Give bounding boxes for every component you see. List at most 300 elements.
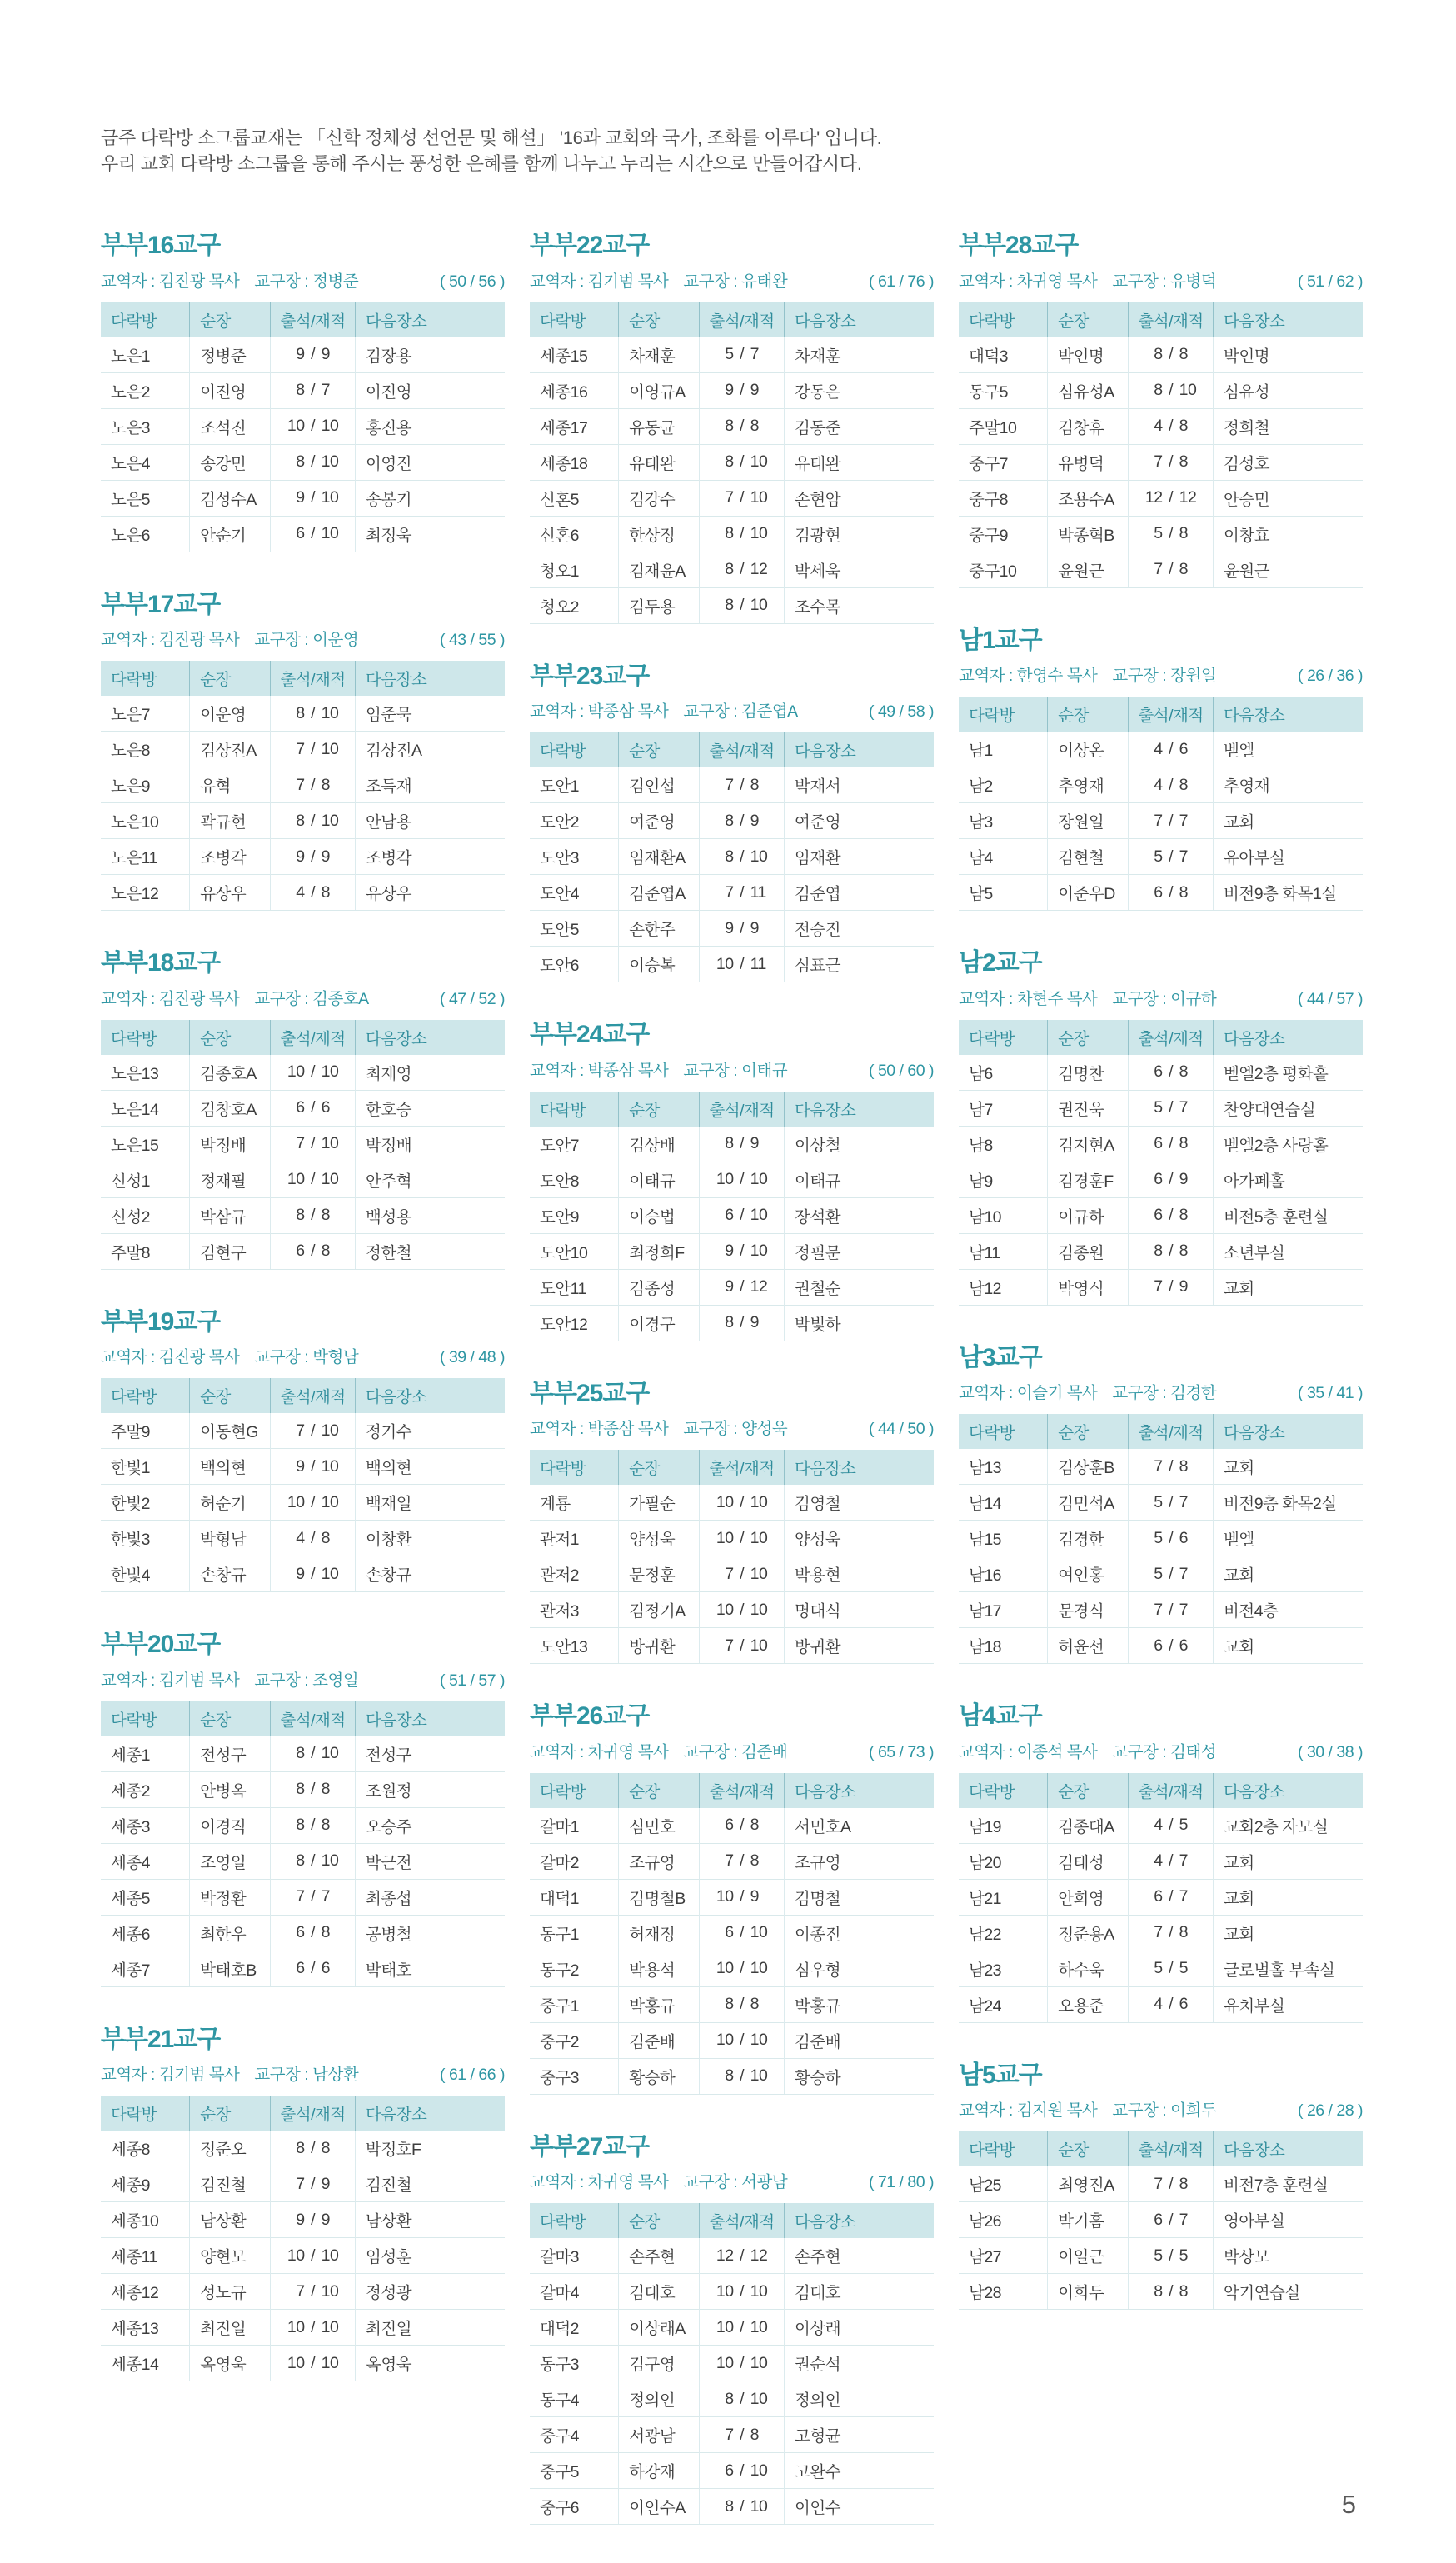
room-cell: 청오1 [530,552,619,587]
column-header: 출석/재적 [271,660,356,697]
leader-cell: 오용준 [1048,1986,1129,2022]
column-header: 다음장소 [1214,2131,1363,2167]
place-cell: 이종진 [785,1915,934,1951]
room-cell: 노은15 [101,1126,190,1162]
column-header: 순장 [619,1449,700,1486]
leader-cell: 조석진 [190,408,271,444]
attendance-ratio: ( 71 / 80 ) [869,2173,934,2192]
column-header: 순장 [190,660,271,697]
attendance-ratio: ( 61 / 76 ) [869,272,934,291]
leader-cell: 김인섭 [619,767,700,803]
place-cell: 김광현 [785,516,934,552]
place-cell: 양성욱 [785,1521,934,1556]
table-row [530,803,934,839]
place-cell: 조원정 [356,1771,505,1807]
place-cell: 아가페홀 [1214,1162,1363,1197]
column-header: 순장 [1048,301,1129,337]
attendance-cell: 9 / 9 [271,337,356,373]
attendance-cell: 6 / 7 [1129,2202,1214,2238]
pastor-info: 교역자 : 김진광 목사 [101,631,240,650]
leader-cell: 안병옥 [190,1771,271,1807]
room-cell: 청오2 [530,587,619,623]
district-meta [101,1344,505,1367]
place-cell: 최진일 [356,2310,505,2346]
table-row [530,1843,934,1879]
place-cell: 남상환 [356,2202,505,2238]
district-head-info: 교구장 : 이규하 [1112,989,1217,1008]
place-cell: 박용현 [785,1556,934,1592]
place-cell: 벧엘 [1214,732,1363,767]
place-cell: 심표근 [785,947,934,982]
place-cell: 박빛하 [785,1305,934,1341]
table-row [530,839,934,875]
room-cell: 남12 [959,1269,1048,1305]
room-cell: 중구7 [959,444,1048,480]
attendance-table [530,300,934,624]
room-cell: 동구2 [530,1951,619,1986]
column-header: 다음장소 [356,2095,505,2131]
column-header: 출석/재적 [700,1449,785,1486]
table-row [101,1915,505,1951]
intro-line-1: 금주 다락방 소그룹교재는 「신학 정체성 선언문 및 해설」 '16과 교회와 국가, 조화를 이루다' 입니다. [101,127,882,148]
place-cell: 교회 [1214,1843,1363,1879]
table-row [530,1879,934,1915]
column-header: 다락방 [959,1018,1048,1055]
room-cell: 남13 [969,1459,1002,1478]
district-title: 부부27교구 [530,2132,650,2161]
place-cell: 비전9층 화목1실 [1214,875,1363,911]
room-cell: 노은2 [101,372,190,408]
place-cell: 임성훈 [356,2238,505,2274]
room-cell: 노은8 [101,732,190,767]
table-row [530,1592,934,1628]
pastor-info: 교역자 : 김기범 목사 [101,2066,240,2085]
district-title: 부부16교구 [101,232,221,260]
attendance-cell: 12 / 12 [700,2238,785,2274]
leader-cell: 김상진A [190,732,271,767]
place-cell: 이창환 [356,1521,505,1556]
room-cell: 관저3 [530,1592,619,1628]
table-header-row [959,301,1363,337]
place-cell: 추영재 [1214,767,1363,803]
attendance-cell: 7 / 8 [1129,444,1214,480]
column-header: 다음장소 [785,1449,934,1486]
attendance-ratio: ( 44 / 57 ) [1298,989,1363,1008]
place-cell: 정기수 [356,1413,505,1449]
district-meta [959,986,1363,1009]
place-cell: 김명철 [785,1879,934,1915]
leader-cell: 김종원 [1048,1233,1129,1269]
table-row [101,696,505,732]
table-row [530,337,934,373]
attendance-ratio: ( 26 / 36 ) [1298,667,1363,686]
attendance-cell: 6 / 6 [271,1090,356,1126]
leader-cell: 유병덕 [1048,444,1129,480]
room-cell: 도안10 [530,1233,619,1269]
attendance-cell: 7 / 9 [271,2166,356,2202]
table-row [101,2166,505,2202]
attendance-cell: 4 / 8 [1129,408,1214,444]
leader-cell: 이준우D [1048,875,1129,911]
table-header-row [530,2202,934,2239]
column-header: 출석/재적 [271,301,356,337]
room-cell: 세종13 [101,2310,190,2346]
attendance-cell: 6 / 8 [271,1233,356,1269]
leader-cell: 이희두 [1048,2274,1129,2310]
attendance-cell: 10 / 10 [700,1485,785,1521]
room-cell: 관저2 [530,1556,619,1592]
attendance-cell: 4 / 8 [271,1521,356,1556]
attendance-cell: 9 / 10 [271,1556,356,1592]
leader-cell: 차재훈 [619,337,700,373]
table-row [959,1233,1363,1269]
attendance-cell: 8 / 10 [700,2489,785,2525]
leader-cell: 박태호B [190,1951,271,1986]
place-cell: 정한철 [356,1233,505,1269]
leader-cell: 박정환 [190,1879,271,1915]
attendance-cell: 6 / 8 [1129,1055,1214,1091]
leader-cell: 최영진A [1048,2166,1129,2202]
room-cell: 도안9 [530,1197,619,1233]
district-title: 남1교구 [959,626,1042,654]
pastor-info: 교역자 : 김기범 목사 [101,1671,240,1690]
leader-cell: 이승법 [619,1197,700,1233]
column-header: 다음장소 [356,1018,505,1055]
leader-cell: 김상훈B [1048,1449,1129,1485]
leader-cell: 서광남 [619,2417,700,2453]
pastor-info: 교역자 : 차귀영 목사 [959,272,1098,291]
room-cell: 세종11 [101,2238,190,2274]
attendance-cell: 10 / 10 [271,1485,356,1521]
column-header: 출석/재적 [1129,1413,1214,1450]
leader-cell: 김종호A [190,1055,271,1091]
room-cell: 남16 [959,1556,1048,1592]
room-cell: 중구9 [959,516,1048,552]
district-head-info: 교구장 : 이태규 [683,1061,788,1080]
room-cell: 남28 [959,2274,1048,2310]
room-cell: 남15 [959,1521,1048,1556]
table-row [959,1592,1363,1628]
room-cell: 남5 [959,875,1048,911]
attendance-table [530,730,934,982]
district-title: 남3교구 [959,1343,1042,1371]
district-title: 부부28교구 [959,232,1079,260]
column-header: 순장 [190,1018,271,1055]
table-row [101,1807,505,1843]
attendance-ratio: ( 50 / 56 ) [440,272,505,291]
place-cell: 이상래 [785,2310,934,2346]
table-row [959,1269,1363,1305]
attendance-cell: 5 / 5 [1129,2238,1214,2274]
district-title: 부부20교구 [101,1631,221,1659]
room-cell: 갈마4 [530,2274,619,2310]
room-cell: 도안2 [530,803,619,839]
district-section [530,232,934,624]
table-row [101,1197,505,1233]
room-cell: 남24 [959,1986,1048,2022]
leader-cell: 유상우 [190,875,271,911]
room-cell: 도안12 [530,1305,619,1341]
room-cell: 남23 [959,1951,1048,1986]
attendance-cell: 8 / 10 [700,516,785,552]
room-cell: 도안8 [530,1162,619,1197]
place-cell: 조수목 [785,587,934,623]
table-row [530,875,934,911]
attendance-cell: 8 / 12 [700,552,785,587]
district-meta [959,268,1363,292]
column-header: 순장 [619,301,700,337]
district-section [959,232,1363,588]
district-title: 부부18교구 [101,949,221,977]
attendance-table [101,1376,505,1592]
leader-cell: 김현철 [1048,839,1129,875]
attendance-table [101,658,505,911]
leader-cell: 김창호A [190,1090,271,1126]
pastor-info: 교역자 : 한영수 목사 [959,667,1098,686]
place-cell: 고완수 [785,2453,934,2489]
room-cell: 동구1 [530,1915,619,1951]
room-cell: 신성1 [101,1162,190,1197]
place-cell: 윤원근 [1214,552,1363,587]
leader-cell: 최한우 [190,1915,271,1951]
table-row [959,1521,1363,1556]
pastor-info: 교역자 : 박종삼 목사 [530,1061,669,1080]
column-header: 다락방 [530,301,619,337]
leader-cell: 이상온 [1048,732,1129,767]
column-header: 출석/재적 [271,1018,356,1055]
leader-cell: 김종대A [1048,1808,1129,1844]
room-cell: 신혼5 [530,480,619,516]
column-header: 순장 [190,2095,271,2131]
leader-cell: 전성구 [190,1736,271,1772]
table-row [530,1521,934,1556]
table-row [101,1736,505,1772]
leader-cell: 이운영 [190,696,271,732]
leader-cell: 여인홍 [1048,1556,1129,1592]
attendance-table [959,300,1363,588]
attendance-cell: 7 / 8 [1129,1449,1214,1485]
room-cell: 도안13 [530,1628,619,1664]
table-row [959,552,1363,587]
district-head-info: 교구장 : 서광남 [683,2173,788,2192]
attendance-cell: 6 / 8 [1129,1197,1214,1233]
room-cell: 도안5 [530,911,619,947]
attendance-cell: 6 / 8 [271,1915,356,1951]
table-row [101,516,505,552]
room-cell: 노은5 [101,480,190,516]
place-cell: 전승진 [785,911,934,947]
attendance-table [959,1771,1363,2023]
table-row [530,1162,934,1197]
attendance-table [959,2129,1363,2310]
table-row [959,803,1363,839]
table-row [530,372,934,408]
leader-cell: 최정희F [619,1233,700,1269]
place-cell: 찬양대연습실 [1214,1090,1363,1126]
leader-cell: 최진일 [190,2310,271,2346]
leader-cell: 허재정 [619,1915,700,1951]
district-meta [530,268,934,292]
room-cell: 주말8 [101,1233,190,1269]
column-header: 다락방 [959,1413,1048,1450]
district-meta [101,268,505,292]
attendance-table [959,694,1363,911]
leader-cell: 안희영 [1048,1879,1129,1915]
column-header: 출석/재적 [1129,301,1214,337]
attendance-cell: 8 / 10 [700,839,785,875]
column-header: 다음장소 [356,301,505,337]
column-2 [530,232,934,2563]
attendance-ratio: ( 39 / 48 ) [440,1348,505,1367]
table-header-row [101,2095,505,2131]
table-row [530,1485,934,1521]
room-cell: 계룡 [540,1495,571,1514]
district-head-info: 교구장 : 김태성 [1112,1742,1217,1761]
table-row [530,1269,934,1305]
attendance-cell: 10 / 10 [271,2310,356,2346]
table-row [959,839,1363,875]
room-cell: 중구1 [530,1986,619,2022]
leader-cell: 박기흠 [1048,2202,1129,2238]
attendance-cell: 9 / 12 [700,1269,785,1305]
room-cell: 노은9 [101,767,190,803]
attendance-cell: 9 / 9 [700,911,785,947]
district-head-info: 교구장 : 남상환 [254,2066,359,2085]
table-row [101,1126,505,1162]
attendance-table [101,300,505,552]
room-cell: 남18 [959,1628,1048,1664]
attendance-cell: 5 / 7 [1129,839,1214,875]
leader-cell: 정준용A [1048,1915,1129,1951]
place-cell: 최정욱 [356,516,505,552]
attendance-cell: 7 / 10 [700,1628,785,1664]
attendance-cell: 6 / 8 [1129,1126,1214,1162]
room-cell: 중구5 [530,2453,619,2489]
pastor-info: 교역자 : 차귀영 목사 [530,1742,669,1761]
attendance-ratio: ( 43 / 55 ) [440,631,505,650]
leader-cell: 김태성 [1048,1843,1129,1879]
place-cell: 권순석 [785,2346,934,2381]
table-row [959,1197,1363,1233]
attendance-cell: 10 / 10 [700,2346,785,2381]
table-row [959,1986,1363,2022]
column-header: 다음장소 [785,2202,934,2239]
table-row [101,2131,505,2166]
district-section [101,1631,505,1987]
district-title: 부부19교구 [101,1307,221,1336]
district-head-info: 교구장 : 박형남 [254,1348,359,1367]
column-header: 다락방 [101,1377,190,1414]
attendance-ratio: ( 49 / 58 ) [869,702,934,722]
place-cell: 홍진용 [356,408,505,444]
pastor-info: 교역자 : 김지원 목사 [959,2101,1098,2121]
attendance-cell: 8 / 9 [700,803,785,839]
table-row [101,1843,505,1879]
column-header: 순장 [619,1090,700,1127]
place-cell: 임재환 [785,839,934,875]
attendance-cell: 10 / 11 [700,947,785,982]
district-meta [101,2061,505,2085]
table-row [959,480,1363,516]
district-section [959,627,1363,912]
table-row [101,2274,505,2310]
table-row [530,2417,934,2453]
district-section [101,232,505,552]
table-header-row [101,1018,505,1055]
place-cell: 김준엽 [785,875,934,911]
place-cell: 조규영 [785,1843,934,1879]
place-cell: 백성용 [356,1197,505,1233]
leader-cell: 김성수A [190,480,271,516]
room-cell: 남6 [969,1064,993,1083]
leader-cell: 김명철B [619,1879,700,1915]
attendance-cell: 10 / 10 [700,2022,785,2058]
attendance-table [530,1447,934,1664]
attendance-cell: 4 / 5 [1129,1808,1214,1844]
attendance-ratio: ( 26 / 28 ) [1298,2101,1363,2121]
attendance-cell: 8 / 8 [1129,2274,1214,2310]
pastor-info: 교역자 : 김진광 목사 [101,272,240,291]
place-cell: 안주혁 [356,1162,505,1197]
leader-cell: 정재필 [190,1162,271,1197]
attendance-cell: 8 / 8 [700,1986,785,2022]
attendance-cell: 7 / 7 [1129,1592,1214,1628]
table-row [101,2238,505,2274]
attendance-cell: 6 / 6 [1129,1628,1214,1664]
column-header: 순장 [1048,1771,1129,1808]
column-header: 다음장소 [1214,1771,1363,1808]
leader-cell: 이승복 [619,947,700,982]
place-cell: 김준배 [785,2022,934,2058]
place-cell: 유상우 [356,875,505,911]
place-cell: 벧엘2층 사랑홀 [1214,1126,1363,1162]
place-cell: 박재서 [785,767,934,803]
leader-cell: 김창휴 [1048,408,1129,444]
attendance-cell: 6 / 9 [1129,1162,1214,1197]
table-header-row [530,301,934,337]
attendance-cell: 6 / 10 [271,516,356,552]
column-3 [959,232,1363,2348]
column-header: 순장 [190,301,271,337]
table-row [101,1233,505,1269]
leader-cell: 김대호 [619,2274,700,2310]
column-header: 다락방 [959,1771,1048,1808]
leader-cell: 조영일 [190,1843,271,1879]
leader-cell: 손창규 [190,1556,271,1592]
district-section [101,1308,505,1593]
leader-cell: 이상래A [619,2310,700,2346]
room-cell: 남17 [959,1592,1048,1628]
attendance-table [101,1017,505,1270]
column-header: 출석/재적 [1129,1771,1214,1808]
leader-cell: 조용수A [1048,480,1129,516]
column-header: 순장 [1048,1018,1129,1055]
room-cell: 남9 [959,1162,1048,1197]
room-cell: 남10 [959,1197,1048,1233]
room-cell: 동구5 [959,372,1048,408]
table-row [959,1485,1363,1521]
leader-cell: 김현구 [190,1233,271,1269]
table-row [530,947,934,982]
column-header: 다음장소 [785,732,934,768]
attendance-ratio: ( 51 / 57 ) [440,1671,505,1690]
table-row [959,1556,1363,1592]
table-row [530,1197,934,1233]
district-head-info: 교구장 : 조영일 [254,1671,359,1690]
table-row [530,2238,934,2274]
place-cell: 옥영욱 [356,2346,505,2381]
place-cell: 박정배 [356,1126,505,1162]
